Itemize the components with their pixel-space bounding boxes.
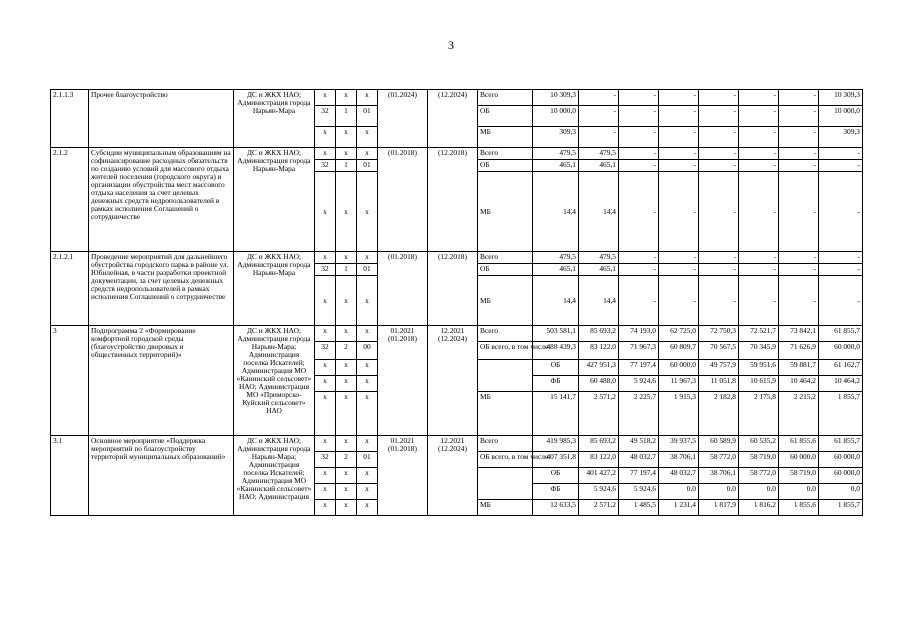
amount-cell: - [659, 276, 699, 326]
amount-cell: 401 427,2 [579, 468, 619, 484]
amount-cell: 71 967,3 [619, 342, 659, 360]
table-row [51, 252, 863, 264]
amount-cell: 70 567,5 [699, 342, 739, 360]
amount-cell: 427 951,3 [579, 360, 619, 376]
start-date: 01.2021 (01.2018) [378, 326, 428, 436]
funding-source: МБ [478, 392, 533, 436]
amount-cell: - [619, 160, 659, 172]
table-row [51, 148, 863, 160]
amount-cell: - [819, 276, 863, 326]
budget-code: 32 [315, 106, 336, 127]
row-number: 2.1.1.3 [51, 90, 89, 148]
budget-code: x [336, 127, 357, 148]
amount-cell: 74 193,0 [619, 326, 659, 342]
amount-cell: 12 633,5 [533, 500, 579, 516]
amount-cell: 59 881,7 [779, 360, 819, 376]
amount-cell: - [779, 160, 819, 172]
budget-code: x [357, 484, 378, 500]
amount-cell: 15 141,7 [533, 392, 579, 436]
amount-cell: 1 855,7 [819, 392, 863, 436]
amount-cell: 465,1 [579, 264, 619, 276]
budget-code: 32 [315, 160, 336, 172]
amount-cell: - [739, 276, 779, 326]
row-number: 2.1.2 [51, 148, 89, 252]
amount-cell: 0,0 [699, 484, 739, 500]
budget-code: x [315, 148, 336, 160]
executor: ДС и ЖКХ НАО; Администрация города Нарьян-Мара; Администрация поселка Искателей; Администрация МО «Канинский сельсовет» НАО; Администрация [234, 436, 315, 516]
budget-code: x [315, 172, 336, 252]
amount-cell: 77 197,4 [619, 360, 659, 376]
table-body [51, 90, 863, 516]
amount-cell: 77 197,4 [619, 468, 659, 484]
amount-cell: 61 162,7 [819, 360, 863, 376]
funding-source: МБ [478, 127, 533, 148]
amount-cell: - [699, 264, 739, 276]
budget-code: x [336, 276, 357, 326]
indent-cell [478, 484, 533, 500]
amount-cell: 61 855,6 [779, 436, 819, 452]
amount-cell: 38 706,1 [659, 452, 699, 468]
amount-cell: 49 757,9 [699, 360, 739, 376]
funding-source: ОБ [533, 468, 579, 484]
table-row [51, 90, 863, 106]
amount-cell: 1 231,4 [659, 500, 699, 516]
budget-code: x [357, 127, 378, 148]
amount-cell: 60 000,0 [779, 452, 819, 468]
amount-cell: - [619, 90, 659, 106]
measure-name: Проведение мероприятий для дальнейшего обустройства городского парка в районе ул. Юбилейная, в части разработки проектной документации, за счет целевых денежных средств недропользователей в рамках исполнения Соглашений о сотрудничестве [89, 252, 234, 326]
measure-name: Основное мероприятие «Поддержка мероприятий по благоустройству территорий муниципальных образований» [89, 436, 234, 516]
amount-cell: 503 581,1 [533, 326, 579, 342]
budget-code: x [315, 500, 336, 516]
amount-cell: 10 309,3 [819, 90, 863, 106]
amount-cell: - [739, 172, 779, 252]
funding-source: Всего [478, 436, 533, 452]
amount-cell: 10 464,2 [819, 376, 863, 392]
amount-cell: - [699, 90, 739, 106]
amount-cell: 309,3 [819, 127, 863, 148]
amount-cell: - [779, 264, 819, 276]
executor: ДС и ЖКХ НАО; Администрация города Нарьян-Мара [234, 90, 315, 148]
budget-code: x [315, 392, 336, 436]
amount-cell: 2 182,8 [699, 392, 739, 436]
amount-cell: 58 772,0 [739, 468, 779, 484]
amount-cell: 479,5 [533, 252, 579, 264]
budget-code: x [315, 276, 336, 326]
amount-cell: 70 345,9 [739, 342, 779, 360]
amount-cell: - [739, 106, 779, 127]
budget-code: x [357, 468, 378, 484]
amount-cell: 58 719,0 [739, 452, 779, 468]
budget-code: x [336, 500, 357, 516]
measure-name: Подпрограмма 2 «Формирование комфортной городской среды (благоустройство дворовых и общественных территорий)» [89, 326, 234, 436]
amount-cell: 5 924,6 [619, 376, 659, 392]
budget-code: x [336, 252, 357, 264]
end-date: (12.2018) [428, 148, 478, 252]
amount-cell: - [699, 127, 739, 148]
budget-code: 01 [357, 160, 378, 172]
amount-cell: 0,0 [739, 484, 779, 500]
amount-cell: 85 693,2 [579, 326, 619, 342]
amount-cell: - [779, 127, 819, 148]
amount-cell: 58 772,0 [699, 452, 739, 468]
amount-cell: 10 000,0 [533, 106, 579, 127]
budget-code: 1 [336, 106, 357, 127]
amount-cell: 73 842,1 [779, 326, 819, 342]
amount-cell: - [619, 252, 659, 264]
funding-source: МБ [478, 172, 533, 252]
funding-source: МБ [478, 276, 533, 326]
end-date: (12.2024) [428, 90, 478, 148]
amount-cell: 72 750,3 [699, 326, 739, 342]
amount-cell: 0,0 [819, 484, 863, 500]
amount-cell: 479,5 [579, 148, 619, 160]
amount-cell: - [579, 127, 619, 148]
budget-code: 1 [336, 264, 357, 276]
budget-code: x [357, 276, 378, 326]
budget-code: x [336, 376, 357, 392]
amount-cell: 60 488,0 [579, 376, 619, 392]
amount-cell: 5 924,6 [579, 484, 619, 500]
amount-cell: - [659, 172, 699, 252]
amount-cell: - [699, 276, 739, 326]
start-date: 01.2021 (01.2018) [378, 436, 428, 516]
measure-name: Субсидии муниципальным образованиям на софинансирование расходных обязательств по созданию условий для массового отдыха жителей поселения (городского округа) и организации обустройства мест массового отдыха населения за счет целевых денежных средств недропользователей в рамках исполнения Соглашений о сотрудничестве [89, 148, 234, 252]
budget-code: x [336, 326, 357, 342]
budget-code: x [336, 90, 357, 106]
end-date: 12.2021 (12.2024) [428, 436, 478, 516]
amount-cell: - [659, 127, 699, 148]
amount-cell: 1 855,7 [819, 500, 863, 516]
amount-cell: - [739, 252, 779, 264]
amount-cell: - [659, 106, 699, 127]
amount-cell: - [779, 148, 819, 160]
budget-code: x [315, 376, 336, 392]
amount-cell: 48 032,7 [659, 468, 699, 484]
funding-source: ОБ [478, 264, 533, 276]
amount-cell: - [739, 148, 779, 160]
funding-source: Всего [478, 148, 533, 160]
budget-code: x [336, 484, 357, 500]
amount-cell: 11 967,3 [659, 376, 699, 392]
table-row [51, 436, 863, 452]
budget-code: x [357, 252, 378, 264]
budget-code: x [336, 392, 357, 436]
amount-cell: 62 725,0 [659, 326, 699, 342]
amount-cell: 14,4 [533, 276, 579, 326]
amount-cell: - [739, 160, 779, 172]
budget-code: x [357, 326, 378, 342]
budget-code: 01 [357, 264, 378, 276]
budget-code: x [315, 252, 336, 264]
budget-code: x [336, 436, 357, 452]
amount-cell: 488 439,3 [533, 342, 579, 360]
amount-cell: 479,5 [579, 252, 619, 264]
budget-code: x [336, 148, 357, 160]
amount-cell: - [739, 264, 779, 276]
amount-cell: 61 855,7 [819, 326, 863, 342]
budget-code: 2 [336, 342, 357, 360]
budget-code: 32 [315, 264, 336, 276]
amount-cell: 60 000,0 [659, 360, 699, 376]
row-number: 3.1 [51, 436, 89, 516]
funding-source: Всего [478, 326, 533, 342]
budget-code: x [315, 127, 336, 148]
budget-code: 2 [336, 452, 357, 468]
amount-cell: 1 817,9 [699, 500, 739, 516]
budget-code: x [336, 172, 357, 252]
budget-code: x [315, 468, 336, 484]
funding-source: ОБ всего, в том числе: [478, 342, 533, 360]
funding-source: ФБ [533, 376, 579, 392]
indent-cell [478, 376, 533, 392]
amount-cell: 1 816,2 [739, 500, 779, 516]
budget-code: x [357, 360, 378, 376]
end-date: (12.2018) [428, 252, 478, 326]
amount-cell: 14,4 [579, 172, 619, 252]
amount-cell: 14,4 [579, 276, 619, 326]
indent-cell [478, 468, 533, 484]
executor: ДС и ЖКХ НАО; Администрация города Нарьян-Мара; Администрация поселка Искателей; Администрация МО «Канинский сельсовет» НАО; Администрация МО «Приморско-Куйский сельсовет» НАО [234, 326, 315, 436]
amount-cell: 2 225,7 [619, 392, 659, 436]
start-date: (01.2018) [378, 252, 428, 326]
amount-cell: - [739, 90, 779, 106]
budget-code: x [357, 392, 378, 436]
row-number: 3 [51, 326, 89, 436]
amount-cell: 2 215,2 [779, 392, 819, 436]
measure-name: Прочее благоустройство [89, 90, 234, 148]
amount-cell: - [699, 252, 739, 264]
amount-cell: 71 626,9 [779, 342, 819, 360]
amount-cell: 58 719,0 [779, 468, 819, 484]
amount-cell: - [579, 90, 619, 106]
amount-cell: - [699, 172, 739, 252]
budget-code: x [315, 326, 336, 342]
amount-cell: 2 571,2 [579, 392, 619, 436]
amount-cell: - [819, 172, 863, 252]
amount-cell: - [699, 106, 739, 127]
amount-cell: - [619, 127, 659, 148]
budget-code: x [357, 436, 378, 452]
amount-cell: - [779, 90, 819, 106]
budget-code: x [336, 360, 357, 376]
executor: ДС и ЖКХ НАО; Администрация города Нарьян-Мара [234, 252, 315, 326]
budget-code: 01 [357, 106, 378, 127]
indent-cell [478, 360, 533, 376]
budget-code: 1 [336, 160, 357, 172]
executor: ДС и ЖКХ НАО; Администрация города Нарьян-Мара [234, 148, 315, 252]
amount-cell: 465,1 [533, 264, 579, 276]
amount-cell: - [819, 252, 863, 264]
amount-cell: - [779, 252, 819, 264]
amount-cell: 5 924,6 [619, 484, 659, 500]
amount-cell: 1 485,5 [619, 500, 659, 516]
funding-source: ОБ всего, в том числе: [478, 452, 533, 468]
amount-cell: - [579, 106, 619, 127]
funding-source: Всего [478, 90, 533, 106]
amount-cell: - [779, 276, 819, 326]
amount-cell: 38 706,1 [699, 468, 739, 484]
amount-cell: 60 000,0 [819, 452, 863, 468]
amount-cell: 48 032,7 [619, 452, 659, 468]
amount-cell: 72 521,7 [739, 326, 779, 342]
amount-cell: - [779, 172, 819, 252]
amount-cell: 85 693,2 [579, 436, 619, 452]
end-date: 12.2021 (12.2024) [428, 326, 478, 436]
funding-source: ОБ [533, 360, 579, 376]
amount-cell: - [819, 160, 863, 172]
amount-cell: - [619, 106, 659, 127]
budget-code: x [315, 436, 336, 452]
amount-cell: 0,0 [659, 484, 699, 500]
amount-cell: - [619, 148, 659, 160]
budget-code: x [357, 148, 378, 160]
amount-cell: 465,1 [579, 160, 619, 172]
amount-cell: 419 985,3 [533, 436, 579, 452]
amount-cell: 2 175,8 [739, 392, 779, 436]
budget-code: 00 [357, 342, 378, 360]
row-number: 2.1.2.1 [51, 252, 89, 326]
amount-cell: 60 809,7 [659, 342, 699, 360]
amount-cell: 1 915,3 [659, 392, 699, 436]
budget-code: 01 [357, 452, 378, 468]
budget-code: x [357, 172, 378, 252]
amount-cell: 479,5 [533, 148, 579, 160]
amount-cell: 60 589,9 [699, 436, 739, 452]
amount-cell: 60 000,0 [819, 342, 863, 360]
funding-source: ОБ [478, 160, 533, 172]
amount-cell: - [659, 160, 699, 172]
amount-cell: 10 615,9 [739, 376, 779, 392]
amount-cell: 407 351,8 [533, 452, 579, 468]
page-number: 3 [448, 38, 454, 52]
funding-source: ОБ [478, 106, 533, 127]
amount-cell: 10 309,3 [533, 90, 579, 106]
start-date: (01.2024) [378, 90, 428, 148]
amount-cell: - [779, 106, 819, 127]
amount-cell: - [739, 127, 779, 148]
amount-cell: 2 571,2 [579, 500, 619, 516]
budget-code: 32 [315, 342, 336, 360]
start-date: (01.2018) [378, 148, 428, 252]
amount-cell: - [659, 148, 699, 160]
amount-cell: 49 518,2 [619, 436, 659, 452]
amount-cell: - [659, 252, 699, 264]
amount-cell: - [619, 276, 659, 326]
amount-cell: - [819, 264, 863, 276]
amount-cell: 39 937,5 [659, 436, 699, 452]
budget-code: x [357, 376, 378, 392]
amount-cell: 11 051,8 [699, 376, 739, 392]
amount-cell: - [659, 90, 699, 106]
amount-cell: 309,3 [533, 127, 579, 148]
amount-cell: 465,1 [533, 160, 579, 172]
budget-code: x [315, 484, 336, 500]
amount-cell: - [699, 148, 739, 160]
budget-code: x [357, 500, 378, 516]
amount-cell: 0,0 [779, 484, 819, 500]
table-row [51, 326, 863, 342]
amount-cell: - [659, 264, 699, 276]
funding-source: ФБ [533, 484, 579, 500]
amount-cell: - [619, 172, 659, 252]
budget-code: 32 [315, 452, 336, 468]
amount-cell: 10 000,0 [819, 106, 863, 127]
budget-code: x [315, 360, 336, 376]
funding-source: МБ [478, 500, 533, 516]
budget-code: x [315, 90, 336, 106]
amount-cell: - [619, 264, 659, 276]
amount-cell: 60 000,0 [819, 468, 863, 484]
amount-cell: 14,4 [533, 172, 579, 252]
amount-cell: 61 855,7 [819, 436, 863, 452]
amount-cell: - [819, 148, 863, 160]
amount-cell: - [699, 160, 739, 172]
amount-cell: 10 464,2 [779, 376, 819, 392]
funding-source: Всего [478, 252, 533, 264]
budget-code: x [357, 90, 378, 106]
program-table [50, 89, 863, 516]
budget-code: x [336, 468, 357, 484]
amount-cell: 59 951,6 [739, 360, 779, 376]
amount-cell: 83 122,0 [579, 342, 619, 360]
amount-cell: 83 122,0 [579, 452, 619, 468]
amount-cell: 60 535,2 [739, 436, 779, 452]
amount-cell: 1 855,6 [779, 500, 819, 516]
